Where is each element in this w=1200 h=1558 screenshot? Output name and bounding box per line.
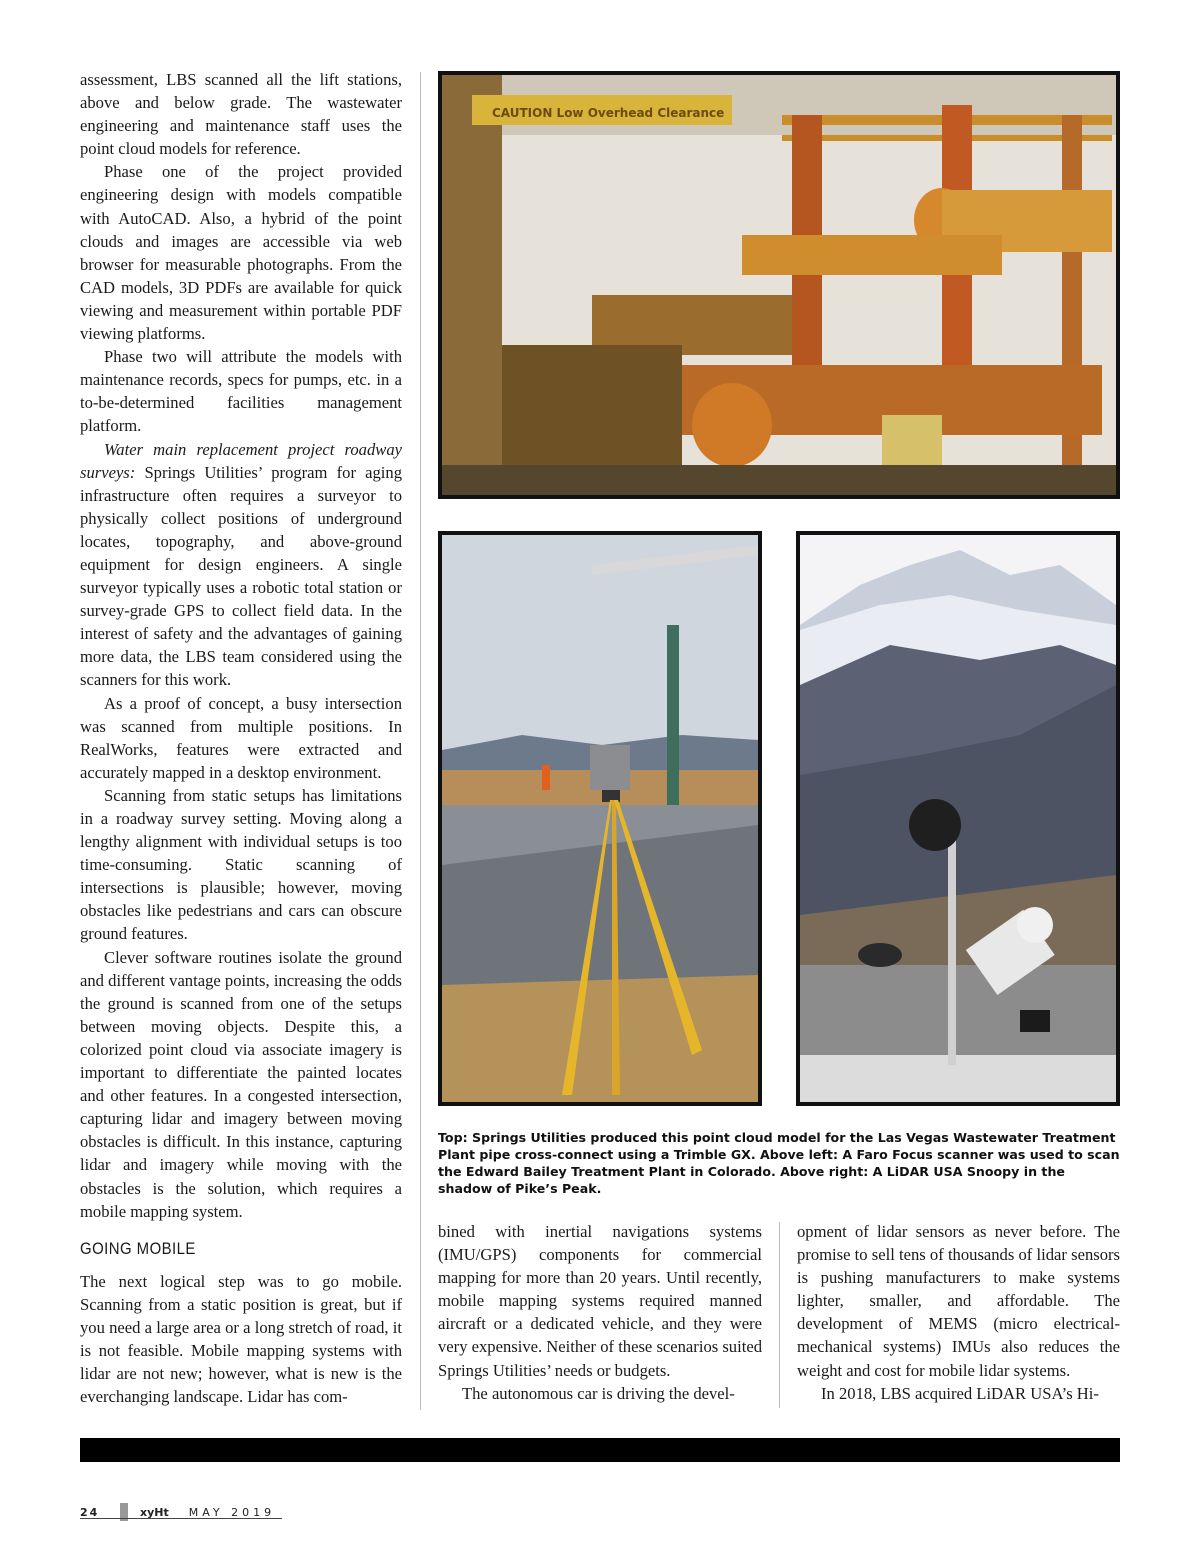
paragraph: As a proof of concept, a busy intersection was scanned from multiple positions. In RealWorks, features were extracted and accurately mapped in a desktop environment.	[80, 693, 402, 782]
magazine-name: xyHt	[140, 1505, 169, 1519]
paragraph: The next logical step was to go mobile. Scanning from a static position is great, but if you need a large area or a long stretch of road, it is not feasible. Mobile mapping systems with lidar are not new; however, what is new is the everchanging landscape. Lidar has com-	[80, 1271, 402, 1407]
footer-bar	[80, 1438, 1120, 1462]
run-in-heading: Water main replacement project roadway surveys:	[80, 439, 402, 482]
left-column	[80, 68, 402, 1408]
paragraph-text: Springs Utilities’ program for aging infrastructure often requires a surveyor to physically collect positions of underground locates, topography, and above-ground equipment for design engineers. A single surveyor typically uses a robotic total station or survey-grade GPS to collect field data. In the interest of safety and the advantages of gaining more data, the LBS team considered using the scanners for this work.	[80, 462, 402, 690]
paragraph: In 2018, LBS acquired LiDAR USA’s Hi-	[821, 1383, 1099, 1403]
column-rule	[420, 72, 421, 1410]
paragraph	[80, 438, 402, 692]
caution-sign-text: CAUTION Low Overhead Clearance	[492, 106, 725, 120]
paragraph: assessment, LBS scanned all the lift stations, above and below grade. The wastewater engineering and maintenance staff uses the point cloud models for reference.	[80, 70, 402, 159]
issue-date: MAY 2019	[188, 1505, 276, 1519]
right-column	[797, 1220, 1120, 1405]
faro-scanner-photo	[438, 531, 762, 1106]
page-footer	[80, 1502, 275, 1522]
paragraph: bined with inertial navigations systems (IMU/GPS) components for commercial mapping for more than 20 years. Until recently, mobile mapping systems required manned aircraft or a dedicated vehicle, and they were very expensive. Neither of these scenarios suited Springs Utilities’ needs or budgets.	[438, 1222, 762, 1380]
tripod-scanner-illustration	[442, 535, 758, 1102]
paragraph: Phase one of the project provided engineering design with models compatible with AutoCAD. Also, a hybrid of the point clouds and images are accessible via web browser for measurable photographs. From the CAD models, 3D PDFs are available for quick viewing and measurement within portable PDF viewing platforms.	[80, 162, 402, 344]
point-cloud-illustration	[442, 75, 1116, 495]
point-cloud-photo	[438, 71, 1120, 499]
photo-caption: Top: Springs Utilities produced this point cloud model for the Las Vegas Wastewater Treatment Plant pipe cross-connect using a Trimble GX. Above left: A Faro Focus scanner was used to scan the Edward Bailey Treatment Plant in Colorado. Above right: A LiDAR USA Snoopy in the shadow of Pike’s Peak.	[438, 1130, 1120, 1196]
section-heading: GOING MOBILE	[80, 1238, 196, 1258]
paragraph: Phase two will attribute the models with maintenance records, specs for pumps, etc. in a to-be-determined facilities management platform.	[80, 347, 402, 436]
footer-underline	[80, 1518, 282, 1519]
middle-column	[438, 1220, 762, 1405]
paragraph: Scanning from static setups has limitations in a roadway survey setting. Moving along a lengthy alignment with individual setups is too time-consuming. Static scanning of intersections is plausible; however, moving obstacles like pedestrians and cars can obscure ground features.	[80, 785, 402, 944]
paragraph: opment of lidar sensors as never before. The promise to sell tens of thousands of lidar sensors is pushing manufacturers to make systems lighter, smaller, and affordable. The development of MEMS (micro electrical-mechanical systems) IMUs also reduces the weight and cost for mobile lidar systems.	[797, 1222, 1120, 1380]
paragraph: The autonomous car is driving the devel-	[462, 1383, 735, 1403]
page-number: 24	[80, 1505, 100, 1519]
paragraph: Clever software routines isolate the ground and different vantage points, increasing the odds the ground is scanned from one of the setups between moving objects. Despite this, a colorized point cloud via associate imagery is important to differentiate the painted locates and other features. In a congested intersection, capturing lidar and imagery between moving obstacles is difficult. In this instance, capturing lidar and imagery while moving with the obstacles is the solution, which requires a mobile mapping system.	[80, 947, 402, 1221]
lidar-snoopy-photo	[796, 531, 1120, 1106]
column-rule	[779, 1222, 780, 1408]
mountain-lidar-illustration	[800, 535, 1116, 1102]
